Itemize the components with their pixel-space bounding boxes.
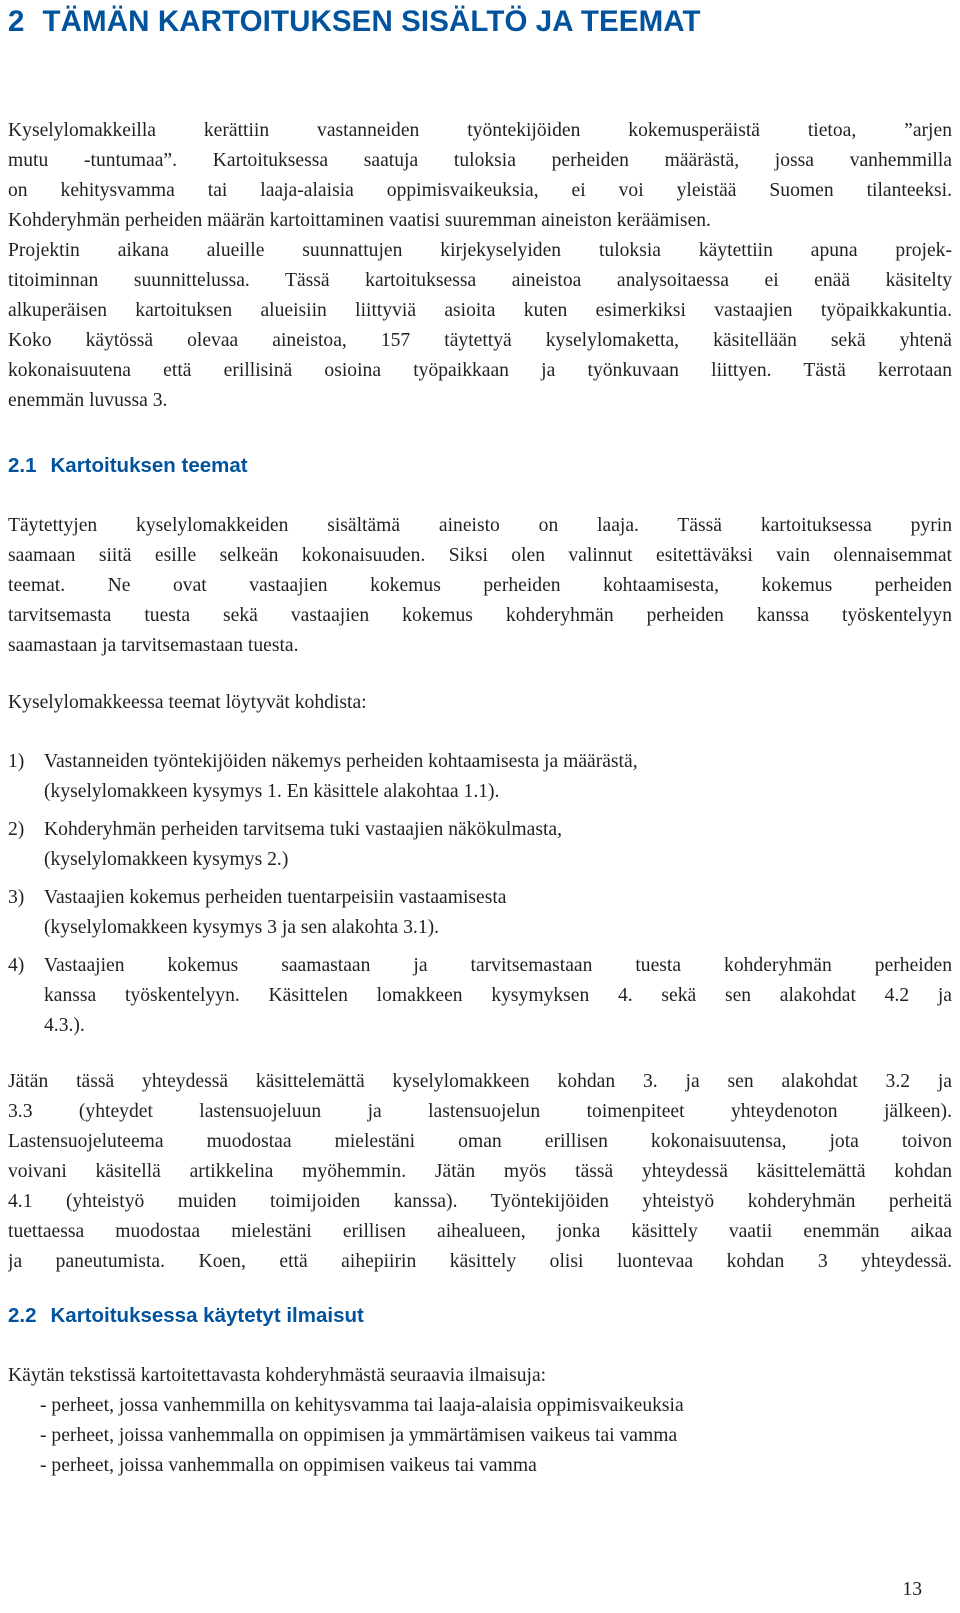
paragraph-line: on kehitysvamma tai laaja-alaisia oppimisvaikeuksia, ei voi yleistää Suomen tilanteeksi. — [8, 180, 952, 201]
list-intro — [8, 688, 952, 718]
expressions-list-item: - perheet, jossa vanhemmilla on kehitysvamma tai laaja-alaisia oppimisvaikeuksia — [40, 1395, 684, 1416]
list-item-line: 4.3.). — [44, 1015, 85, 1036]
list-item-line: kanssa työskentelyyn. Käsittelen lomakkeen kysymyksen 4. sekä sen alakohdat 4.2 ja — [44, 985, 952, 1006]
paragraph-line: 3.3 (yhteydet lastensuojeluun ja lastensuojelun toimenpiteet yhteydenoton jälkeen). — [8, 1101, 952, 1122]
intro-paragraph — [8, 116, 952, 416]
paragraph-line: Koko käytössä olevaa aineistoa, 157 täytettyä kyselylomaketta, käsitellään sekä yhtenä — [8, 330, 952, 351]
list-item-content — [44, 883, 952, 943]
section-title: Kartoituksen teemat — [50, 454, 248, 477]
paragraph-line: ja paneutumista. Koen, että aihepiirin käsittely olisi luontevaa kohdan 3 yhteydessä. — [8, 1251, 952, 1272]
paragraph-line: Kohderyhmän perheiden määrän kartoittaminen vaatisi suuremman aineiston keräämisen. — [8, 210, 711, 231]
paragraph-line: kokonaisuutena että erillisinä osioina työpaikkaan ja työnkuvaan liittyen. Tästä kerrotaan — [8, 360, 952, 381]
expressions-intro — [8, 1361, 952, 1391]
paragraph-line: enemmän luvussa 3. — [8, 390, 168, 411]
expressions-list-item: - perheet, joissa vanhemmalla on oppimisen vaikeus tai vamma — [40, 1455, 537, 1476]
page-number: 13 — [902, 1579, 922, 1600]
paragraph-line: tuettaessa muodostaa mielestäni erillisen aihealueen, jonka käsittely vaatii enemmän aikaa — [8, 1221, 952, 1242]
list-marker: 2) — [8, 819, 25, 840]
paragraph-line: mutu -tuntumaa”. Kartoituksessa saatuja tuloksia perheiden määrästä, jossa vanhemmilla — [8, 150, 952, 171]
list-item-content — [44, 815, 952, 875]
list-intro-text: Kyselylomakkeessa teemat löytyvät kohdista: — [8, 692, 367, 713]
paragraph-line: Jätän tässä yhteydessä käsittelemättä kyselylomakkeen kohdan 3. ja sen alakohdat 3.2 ja — [8, 1071, 952, 1092]
expressions-list-item: - perheet, joissa vanhemmalla on oppimisen ja ymmärtämisen vaikeus tai vamma — [40, 1425, 678, 1446]
closing-paragraph — [8, 1067, 952, 1277]
list-item-content — [44, 951, 952, 1041]
list-marker: 4) — [8, 955, 25, 976]
paragraph-line: tarvitsemasta tuesta sekä vastaajien kokemus kohderyhmän perheiden kanssa työskentelyyn — [8, 605, 952, 626]
paragraph-line: Lastensuojeluteema muodostaa mielestäni oman erillisen kokonaisuutensa, jota toivon — [8, 1131, 952, 1152]
paragraph-line: titoiminnan suunnittelussa. Tässä kartoituksessa aineistoa analysoitaessa ei enää käsitelty — [8, 270, 952, 291]
list-item-content — [44, 747, 952, 807]
chapter-number: 2 — [8, 5, 25, 38]
document-page — [8, 0, 952, 1613]
list-item-line: (kyselylomakkeen kysymys 3 ja sen alakohta 3.1). — [44, 917, 440, 938]
list-item-line: Kohderyhmän perheiden tarvitsema tuki vastaajien näkökulmasta, — [44, 819, 562, 840]
paragraph-line: saamastaan ja tarvitsemastaan tuesta. — [8, 635, 299, 656]
list-item-line: Vastaajien kokemus saamastaan ja tarvitsemastaan tuesta kohderyhmän perheiden — [44, 955, 952, 976]
themes-paragraph — [8, 511, 952, 661]
paragraph-line: 4.1 (yhteistyö muiden toimijoiden kanssa). Työntekijöiden yhteistyö kohderyhmän perheitä — [8, 1191, 952, 1212]
expressions-intro-text: Käytän tekstissä kartoitettavasta kohderyhmästä seuraavia ilmaisuja: — [8, 1365, 547, 1386]
list-marker: 1) — [8, 751, 25, 772]
chapter-heading — [8, 1, 701, 43]
expressions-list — [40, 1391, 684, 1481]
list-item-line: Vastaajien kokemus perheiden tuentarpeisiin vastaamisesta — [44, 887, 507, 908]
paragraph-line: Kyselylomakkeilla kerättiin vastanneiden työntekijöiden kokemusperäistä tietoa, ”arjen — [8, 120, 952, 141]
list-item-line: (kyselylomakkeen kysymys 1. En käsittele alakohtaa 1.1). — [44, 781, 500, 802]
paragraph-line: Projektin aikana alueille suunnattujen kirjekyselyiden tuloksia käytettiin apuna projek- — [8, 240, 952, 261]
section-number: 2.2 — [8, 1304, 37, 1327]
section-title: Kartoituksessa käytetyt ilmaisut — [50, 1304, 364, 1327]
section-heading-2-2 — [8, 1301, 364, 1331]
paragraph-line: voivani käsitellä artikkelina myöhemmin. Jätän myös tässä yhteydessä käsittelemättä kohdan — [8, 1161, 952, 1182]
list-item-line: (kyselylomakkeen kysymys 2.) — [44, 849, 289, 870]
paragraph-line: Täytettyjen kyselylomakkeiden sisältämä aineisto on laaja. Tässä kartoituksessa pyrin — [8, 515, 952, 536]
paragraph-line: alkuperäisen kartoituksen alueisiin liittyviä asioita kuten esimerkiksi vastaajien työpaikkakuntia. — [8, 300, 952, 321]
paragraph-line: saamaan siitä esille selkeän kokonaisuuden. Siksi olen valinnut esitettäväksi vain olennaisemmat — [8, 545, 952, 566]
list-item-line: Vastanneiden työntekijöiden näkemys perheiden kohtaamisesta ja määrästä, — [44, 751, 638, 772]
paragraph-line: teemat. Ne ovat vastaajien kokemus perheiden kohtaamisesta, kokemus perheiden — [8, 575, 952, 596]
list-marker: 3) — [8, 887, 25, 908]
section-number: 2.1 — [8, 454, 37, 477]
section-heading-2-1 — [8, 451, 248, 481]
chapter-title: TÄMÄN KARTOITUKSEN SISÄLTÖ JA TEEMAT — [42, 5, 701, 38]
